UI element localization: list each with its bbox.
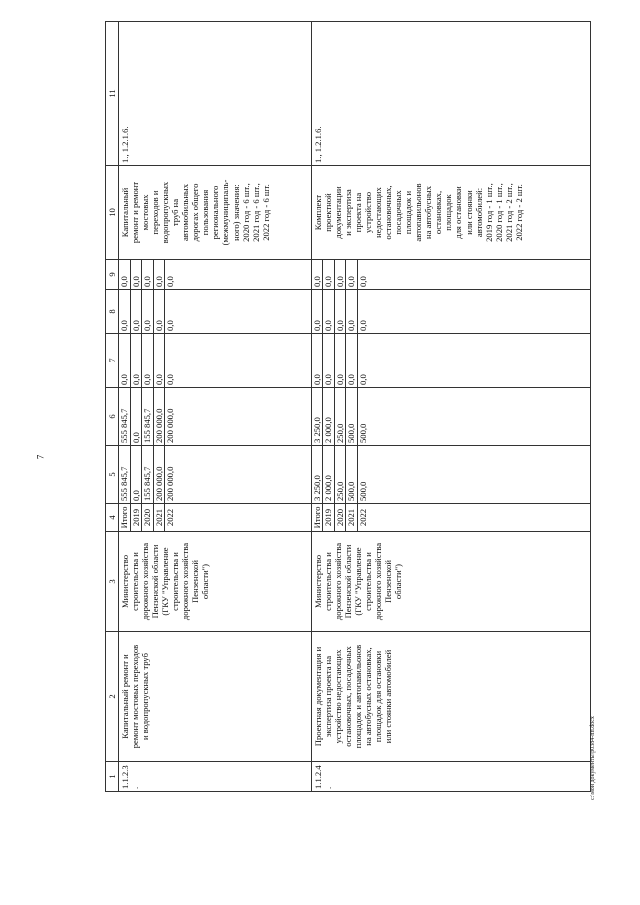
amount-value: 0,0 — [131, 260, 143, 289]
amount-value: 0,0 — [335, 290, 347, 333]
table-row — [119, 22, 312, 792]
amount-value: 0,0 — [154, 290, 166, 333]
file-path-footer: c:\мои документы\р0384-пп.docx — [590, 716, 596, 800]
col7-cell — [311, 334, 590, 388]
amount-value: 500,0 — [357, 481, 368, 501]
amount-value: 250,0 — [335, 446, 347, 503]
year-value: 2021 — [154, 504, 166, 531]
col5-cell — [119, 446, 312, 504]
amount-value: 0,0 — [346, 260, 358, 289]
rotated-table-container — [105, 22, 591, 792]
amount-value: 155 845,7 — [142, 388, 154, 445]
amount-value: 0,0 — [119, 290, 131, 333]
amount-value: 0,0 — [335, 260, 347, 289]
year-value: Итого — [312, 504, 324, 531]
amount-value: 0,0 — [119, 260, 131, 289]
amount-value: 0,0 — [142, 290, 154, 333]
col-header-11: 11 — [106, 22, 119, 166]
year-value: 2022 — [357, 508, 368, 527]
expected-result: Капитальный ремонт и ремонт мостовых переходов и водопропускных труб на автомобильных дорогах общего пользования регионального (межмуниципаль- ного) значения: 2020 год - 6 шт., 2021 год - 6 шт., 2022 год - 6 шт. — [119, 166, 312, 260]
col5-cell — [311, 446, 590, 504]
item-number: 1.1.2.3. — [119, 762, 312, 792]
year-value: 2019 — [323, 504, 335, 531]
amount-value: 0,0 — [165, 374, 175, 385]
program-activities-table — [105, 21, 591, 792]
indicators: 1., 1.2.1.6. — [311, 22, 590, 166]
col-header-7: 7 — [106, 334, 119, 388]
executor: Министерство строительства и дорожного хозяйства Пензенской области (ГКУ "Управление строительства и дорожного хозяйства Пензенской области") — [119, 532, 312, 632]
amount-value: 0,0 — [154, 334, 166, 387]
amount-value: 2 000,0 — [323, 446, 335, 503]
activity-name: Капитальный ремонт и ремонт мостовых переходов и водопропускных труб — [119, 632, 312, 762]
page-number: 7 — [35, 454, 46, 460]
amount-value: 0,0 — [346, 290, 358, 333]
amount-value: 0,0 — [131, 446, 143, 503]
amount-value: 0,0 — [335, 334, 347, 387]
amount-value: 2 000,0 — [323, 388, 335, 445]
activity-name: Проектная документация и экспертиза проекта на устройство недостающих остановочных, посадочных площадок и автопавильонов на автобусных остановках, площадок для остановки или стоянки автомобилей — [311, 632, 590, 762]
year-value: 2020 — [142, 504, 154, 531]
amount-value: 0,0 — [312, 290, 324, 333]
amount-value: 0,0 — [323, 260, 335, 289]
amount-value: 0,0 — [323, 334, 335, 387]
amount-value: 500,0 — [346, 388, 358, 445]
amount-value: 555 845,7 — [119, 388, 131, 445]
col-header-4: 4 — [106, 504, 119, 532]
amount-value: 0,0 — [165, 276, 175, 287]
amount-value: 0,0 — [131, 334, 143, 387]
amount-value: 0,0 — [312, 260, 324, 289]
year-value: 2021 — [346, 504, 358, 531]
col8-cell — [311, 290, 590, 334]
amount-value: 555 845,7 — [119, 446, 131, 503]
col6-cell — [119, 388, 312, 446]
amount-value: 0,0 — [142, 260, 154, 289]
col-header-3: 3 — [106, 532, 119, 632]
amount-value: 200 000,0 — [165, 466, 175, 501]
amount-value: 0,0 — [131, 290, 143, 333]
year-value: Итого — [119, 504, 131, 531]
years-cell — [311, 504, 590, 532]
years-cell — [119, 504, 312, 532]
col6-cell — [311, 388, 590, 446]
amount-value: 500,0 — [357, 423, 368, 443]
amount-value: 3 250,0 — [312, 446, 324, 503]
amount-value: 3 250,0 — [312, 388, 324, 445]
col8-cell — [119, 290, 312, 334]
expected-result: Комплект проектной документации и экспертиза проекта на устройство недостающих остановочных, посадочных площадок и автопавильонов на автобусных остановках, площадок для остановки или стоянки автомобилей: 2019 год - 1 шт., 2020 год - 1 шт., 2021 год - 2 шт., 2022 год - 2 шт. — [311, 166, 590, 260]
amount-value: 0,0 — [357, 320, 368, 331]
item-number: 1.1.2.4. — [311, 762, 590, 792]
amount-value: 0,0 — [312, 334, 324, 387]
amount-value: 0,0 — [323, 290, 335, 333]
amount-value: 0,0 — [142, 334, 154, 387]
col9-cell — [311, 260, 590, 290]
executor: Министерство строительства и дорожного хозяйства Пензенской области (ГКУ "Управление строительства и дорожного хозяйства Пензенской области") — [311, 532, 590, 632]
amount-value: 200 000,0 — [154, 388, 166, 445]
year-value: 2020 — [335, 504, 347, 531]
amount-value: 0,0 — [357, 276, 368, 287]
amount-value: 200 000,0 — [165, 408, 175, 443]
amount-value: 0,0 — [119, 334, 131, 387]
col-header-2: 2 — [106, 632, 119, 762]
amount-value: 0,0 — [357, 374, 368, 385]
col-header-8: 8 — [106, 290, 119, 334]
col-header-6: 6 — [106, 388, 119, 446]
table-row — [311, 22, 590, 792]
col-header-5: 5 — [106, 446, 119, 504]
col-header-1: 1 — [106, 762, 119, 792]
col7-cell — [119, 334, 312, 388]
col9-cell — [119, 260, 312, 290]
col-header-10: 10 — [106, 166, 119, 260]
header-row — [106, 22, 119, 792]
indicators: 1., 1.2.1.6. — [119, 22, 312, 166]
amount-value: 250,0 — [335, 388, 347, 445]
col-header-9: 9 — [106, 260, 119, 290]
year-value: 2019 — [131, 504, 143, 531]
amount-value: 0,0 — [165, 320, 175, 331]
amount-value: 0,0 — [131, 388, 143, 445]
amount-value: 155 845,7 — [142, 446, 154, 503]
amount-value: 500,0 — [346, 446, 358, 503]
amount-value: 0,0 — [346, 334, 358, 387]
year-value: 2022 — [165, 508, 175, 527]
amount-value: 200 000,0 — [154, 446, 166, 503]
amount-value: 0,0 — [154, 260, 166, 289]
